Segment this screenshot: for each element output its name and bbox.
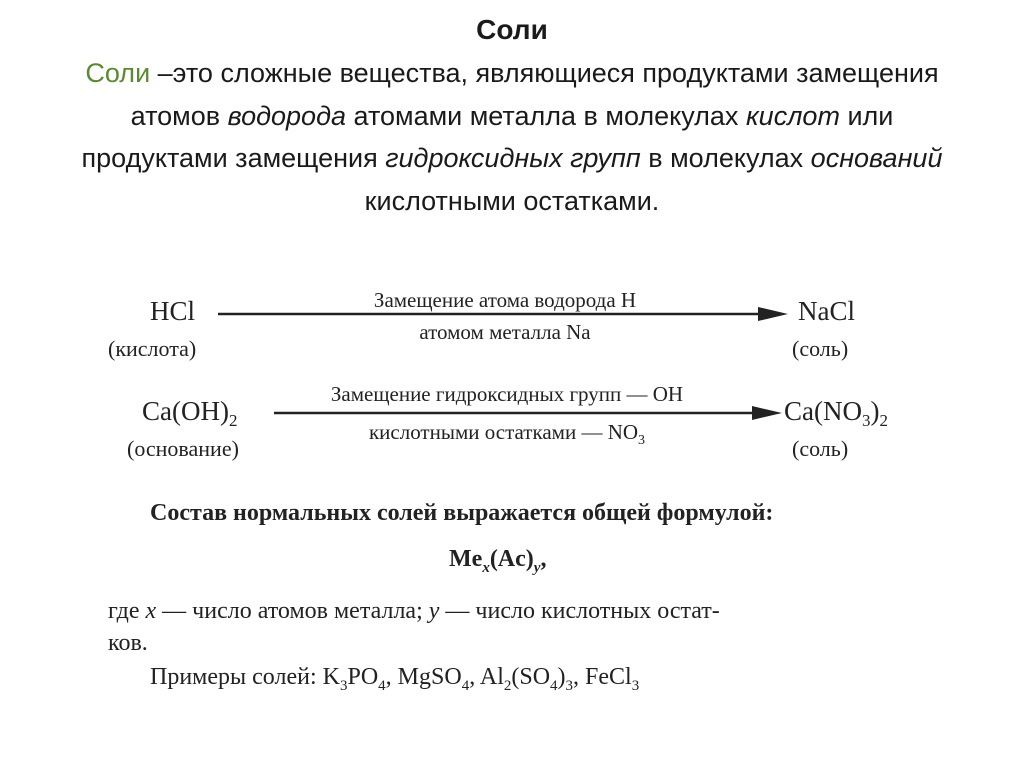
definition-term: Соли bbox=[85, 58, 151, 88]
formula-y: y bbox=[533, 560, 541, 576]
example-al-sub: 2 bbox=[503, 678, 512, 694]
reaction1-label-top: Замещение атома водорода H bbox=[373, 288, 637, 312]
reaction2-reactant-role: (основание) bbox=[127, 436, 239, 461]
example-al: , Al bbox=[469, 664, 504, 690]
reaction1-reactant-role: (кислота) bbox=[108, 336, 197, 361]
reaction1-product: NaCl bbox=[798, 296, 855, 326]
where-text-2: — число атомов металла; bbox=[156, 598, 429, 624]
reaction1-product-role: (соль) bbox=[792, 336, 849, 361]
formula-end: , bbox=[540, 546, 547, 572]
reaction2-reactant-sub: 2 bbox=[228, 411, 238, 430]
slide-title: Соли bbox=[476, 14, 548, 45]
formula-ac: (Ac) bbox=[489, 546, 534, 572]
example-k: K bbox=[322, 664, 340, 690]
where-var-x: x bbox=[145, 598, 157, 624]
reaction2-product-b: ) bbox=[870, 396, 880, 426]
definition-text-1: –это сложные вещества, являющиеся продуктами замещения атомов bbox=[130, 58, 939, 131]
reaction2-label-top: Замещение гидроксидных групп — OH bbox=[330, 382, 684, 406]
definition-text-2: атомами металла в молекулах bbox=[346, 100, 746, 131]
example-fe-sub: 3 bbox=[631, 678, 640, 694]
where-text-1: где bbox=[108, 598, 146, 624]
definition-text-3: или продуктами замещения bbox=[81, 100, 894, 173]
where-text-3: — число кислотных остат- bbox=[439, 598, 720, 624]
example-so-sub: 4 bbox=[550, 678, 558, 694]
definition-em-hydrogen: водорода bbox=[227, 100, 347, 131]
example-po: PO bbox=[347, 664, 379, 690]
example-so: (SO bbox=[511, 664, 551, 690]
reaction1-label-bottom: атомом металла Na bbox=[419, 320, 591, 344]
reaction2-product-role: (соль) bbox=[792, 436, 849, 461]
definition-text-4: в молекулах bbox=[640, 143, 811, 173]
example-close: ) bbox=[557, 664, 566, 690]
reaction2-product-a: Ca(NO bbox=[784, 396, 862, 426]
reaction2-label-bottom-sub: 3 bbox=[638, 433, 646, 448]
definition-em-acids: кислот bbox=[745, 100, 840, 131]
examples-label: Примеры солей: bbox=[150, 664, 323, 690]
examples-line bbox=[150, 664, 640, 694]
reaction2-reactant-base: Ca(OH) bbox=[142, 396, 229, 426]
where-line bbox=[108, 598, 720, 625]
example-close-sub: 3 bbox=[565, 678, 574, 694]
definition-em-bases: оснований bbox=[810, 143, 943, 173]
definition-em-hydroxide-groups: гидроксидных групп bbox=[385, 143, 641, 173]
example-k-sub: 3 bbox=[339, 678, 348, 694]
example-mg: , MgSO bbox=[385, 664, 462, 690]
definition-text-5: кислотными остатками. bbox=[364, 185, 660, 216]
example-fe: , FeCl bbox=[573, 664, 632, 690]
reaction2-label-bottom-text: кислотными остатками — NO bbox=[368, 420, 639, 444]
reaction2-arrow-icon bbox=[274, 405, 784, 421]
reaction2-product-sub1: 3 bbox=[861, 411, 871, 430]
general-formula bbox=[449, 546, 547, 576]
composition-line: Состав нормальных солей выражается общей формулой: bbox=[150, 500, 774, 526]
formula-x: x bbox=[482, 560, 490, 576]
definition-paragraph bbox=[60, 52, 964, 222]
reaction2-reactant bbox=[142, 396, 238, 430]
example-po-sub: 4 bbox=[378, 678, 386, 694]
where-var-y: y bbox=[428, 598, 440, 624]
formula-me: Me bbox=[449, 546, 483, 572]
reaction1-reactant: HCl bbox=[150, 296, 196, 326]
reaction2-product-sub2: 2 bbox=[879, 411, 888, 430]
reaction2-label-bottom bbox=[272, 420, 742, 448]
where-line-continued: ков. bbox=[108, 630, 148, 656]
example-mg-sub: 4 bbox=[461, 678, 470, 694]
reaction2-product bbox=[784, 396, 888, 430]
